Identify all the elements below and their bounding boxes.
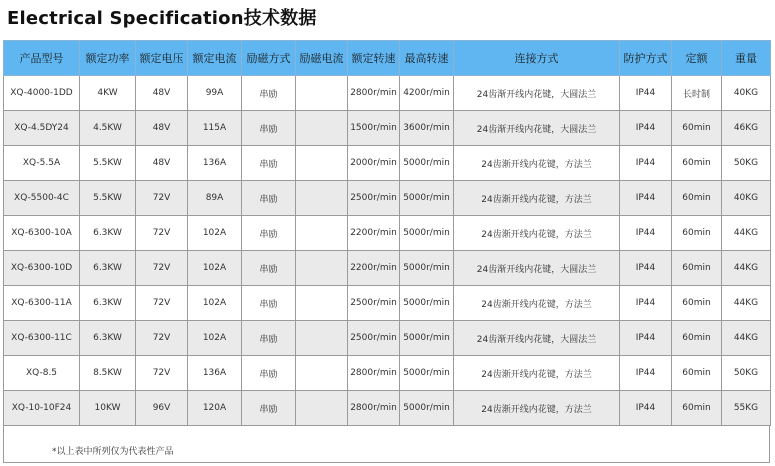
header-cell: 重量 [722,41,771,76]
table-cell: 120A [188,391,242,426]
table-cell: 48V [136,76,188,111]
table-cell [296,181,348,216]
table-cell: 46KG [722,111,771,146]
table-cell: 48V [136,111,188,146]
table-cell: 44KG [722,321,771,356]
table-cell: 115A [188,111,242,146]
table-cell: 4.5KW [80,111,136,146]
table-cell: 72V [136,356,188,391]
table-cell: 长时制 [672,76,722,111]
table-row [4,216,771,251]
table-cell [296,356,348,391]
table-cell: 60min [672,356,722,391]
table-cell: 5000r/min [400,321,454,356]
table-cell: 60min [672,251,722,286]
table-cell: 串励 [242,111,296,146]
table-cell: 串励 [242,286,296,321]
table-cell: 2000r/min [348,146,400,181]
table-cell: 72V [136,286,188,321]
table-cell [296,286,348,321]
table-cell: 102A [188,286,242,321]
table-cell: 串励 [242,391,296,426]
table-cell: 5000r/min [400,146,454,181]
table-cell: IP44 [620,111,672,146]
table-cell [296,216,348,251]
table-cell: 2500r/min [348,181,400,216]
table-cell: 102A [188,251,242,286]
table-cell: 5.5KW [80,181,136,216]
table-cell [296,76,348,111]
table-cell: 6.3KW [80,286,136,321]
table-cell: 60min [672,216,722,251]
table-cell: 99A [188,76,242,111]
table-cell: 102A [188,216,242,251]
table-cell: 6.3KW [80,251,136,286]
header-cell: 防护方式 [620,41,672,76]
table-cell: 5000r/min [400,391,454,426]
header-cell: 励磁方式 [242,41,296,76]
spec-table [3,40,771,426]
table-row [4,181,771,216]
table-cell: 24齿渐开线内花键，方法兰 [454,146,620,181]
table-cell: 5000r/min [400,356,454,391]
table-cell: 24齿渐开线内花键，方法兰 [454,356,620,391]
table-body [4,76,771,426]
header-cell: 额定转速 [348,41,400,76]
table-cell: 60min [672,146,722,181]
table-cell: 40KG [722,76,771,111]
table-cell: 50KG [722,356,771,391]
table-cell: 72V [136,181,188,216]
table-cell: XQ-5500-4C [4,181,80,216]
table-cell: 3600r/min [400,111,454,146]
table-cell: 2800r/min [348,76,400,111]
table-cell: XQ-4.5DY24 [4,111,80,146]
table-cell: 44KG [722,216,771,251]
table-cell: 5000r/min [400,286,454,321]
table-cell: 串励 [242,321,296,356]
table-cell: 5000r/min [400,251,454,286]
table-cell: 2500r/min [348,286,400,321]
table-row [4,356,771,391]
table-cell: 2200r/min [348,251,400,286]
table-cell: 44KG [722,286,771,321]
table-cell: 6.3KW [80,216,136,251]
table-row [4,391,771,426]
table-cell: XQ-6300-10A [4,216,80,251]
table-cell: IP44 [620,391,672,426]
table-cell: 10KW [80,391,136,426]
table-cell: XQ-6300-11C [4,321,80,356]
table-cell: 串励 [242,356,296,391]
table-cell: 24齿渐开线内花键，大圆法兰 [454,111,620,146]
table-cell: 44KG [722,251,771,286]
table-cell: 2200r/min [348,216,400,251]
table-cell: 24齿渐开线内花键，方法兰 [454,181,620,216]
footnote: *以上表中所列仅为代表性产品 [52,447,174,457]
table-cell: XQ-8.5 [4,356,80,391]
table-row [4,146,771,181]
table-cell: XQ-6300-10D [4,251,80,286]
table-cell: 2800r/min [348,391,400,426]
header-cell: 励磁电流 [296,41,348,76]
table-row [4,76,771,111]
table-cell: IP44 [620,251,672,286]
table-cell: 60min [672,321,722,356]
table-cell: 50KG [722,146,771,181]
table-cell: 60min [672,391,722,426]
header-cell: 额定功率 [80,41,136,76]
table-cell: 72V [136,216,188,251]
table-cell: 1500r/min [348,111,400,146]
table-row [4,286,771,321]
table-cell: 24齿渐开线内花键，大圆法兰 [454,321,620,356]
table-cell: XQ-6300-11A [4,286,80,321]
table-cell: 60min [672,181,722,216]
table-cell: 40KG [722,181,771,216]
table-cell: 24齿渐开线内花键，方法兰 [454,286,620,321]
table-row [4,251,771,286]
table-cell: XQ-4000-1DD [4,76,80,111]
table-cell: 48V [136,146,188,181]
table-cell: 8.5KW [80,356,136,391]
table-cell: 24齿渐开线内花键，方法兰 [454,391,620,426]
table-row [4,111,771,146]
table-cell: 60min [672,286,722,321]
table-cell: IP44 [620,146,672,181]
header-row [4,41,771,76]
table-cell: IP44 [620,286,672,321]
header-cell: 产品型号 [4,41,80,76]
table-cell: 136A [188,146,242,181]
table-cell: IP44 [620,321,672,356]
table-cell: 2800r/min [348,356,400,391]
table-cell: 89A [188,181,242,216]
table-cell: 串励 [242,76,296,111]
table-row [4,321,771,356]
header-cell: 定额 [672,41,722,76]
header-cell: 额定电流 [188,41,242,76]
table-cell: IP44 [620,76,672,111]
table-cell [296,111,348,146]
table-cell: 24齿渐开线内花键，大圆法兰 [454,251,620,286]
table-cell: IP44 [620,181,672,216]
table-cell: 24齿渐开线内花键，方法兰 [454,216,620,251]
table-cell: 4KW [80,76,136,111]
page-title: Electrical Specification技术数据 [7,8,317,29]
table-cell: 72V [136,251,188,286]
table-cell: 96V [136,391,188,426]
table-cell: XQ-5.5A [4,146,80,181]
table-cell: 6.3KW [80,321,136,356]
table-cell: 55KG [722,391,771,426]
table-cell: 5000r/min [400,216,454,251]
table-cell: 24齿渐开线内花键，大圆法兰 [454,76,620,111]
table-cell: 2500r/min [348,321,400,356]
table-cell: 136A [188,356,242,391]
table-cell: 5.5KW [80,146,136,181]
table-cell: XQ-10-10F24 [4,391,80,426]
table-cell: 72V [136,321,188,356]
header-cell: 最高转速 [400,41,454,76]
table-cell: 60min [672,111,722,146]
table-cell: 串励 [242,251,296,286]
table-cell [296,321,348,356]
table-cell: 5000r/min [400,181,454,216]
table-cell: 串励 [242,216,296,251]
table-cell: 串励 [242,146,296,181]
table-cell: 4200r/min [400,76,454,111]
table-cell: 串励 [242,181,296,216]
table-cell [296,251,348,286]
header-cell: 连接方式 [454,41,620,76]
table-cell: 102A [188,321,242,356]
table-cell [296,146,348,181]
table-cell: IP44 [620,216,672,251]
table-cell [296,391,348,426]
table-cell: IP44 [620,356,672,391]
header-cell: 额定电压 [136,41,188,76]
